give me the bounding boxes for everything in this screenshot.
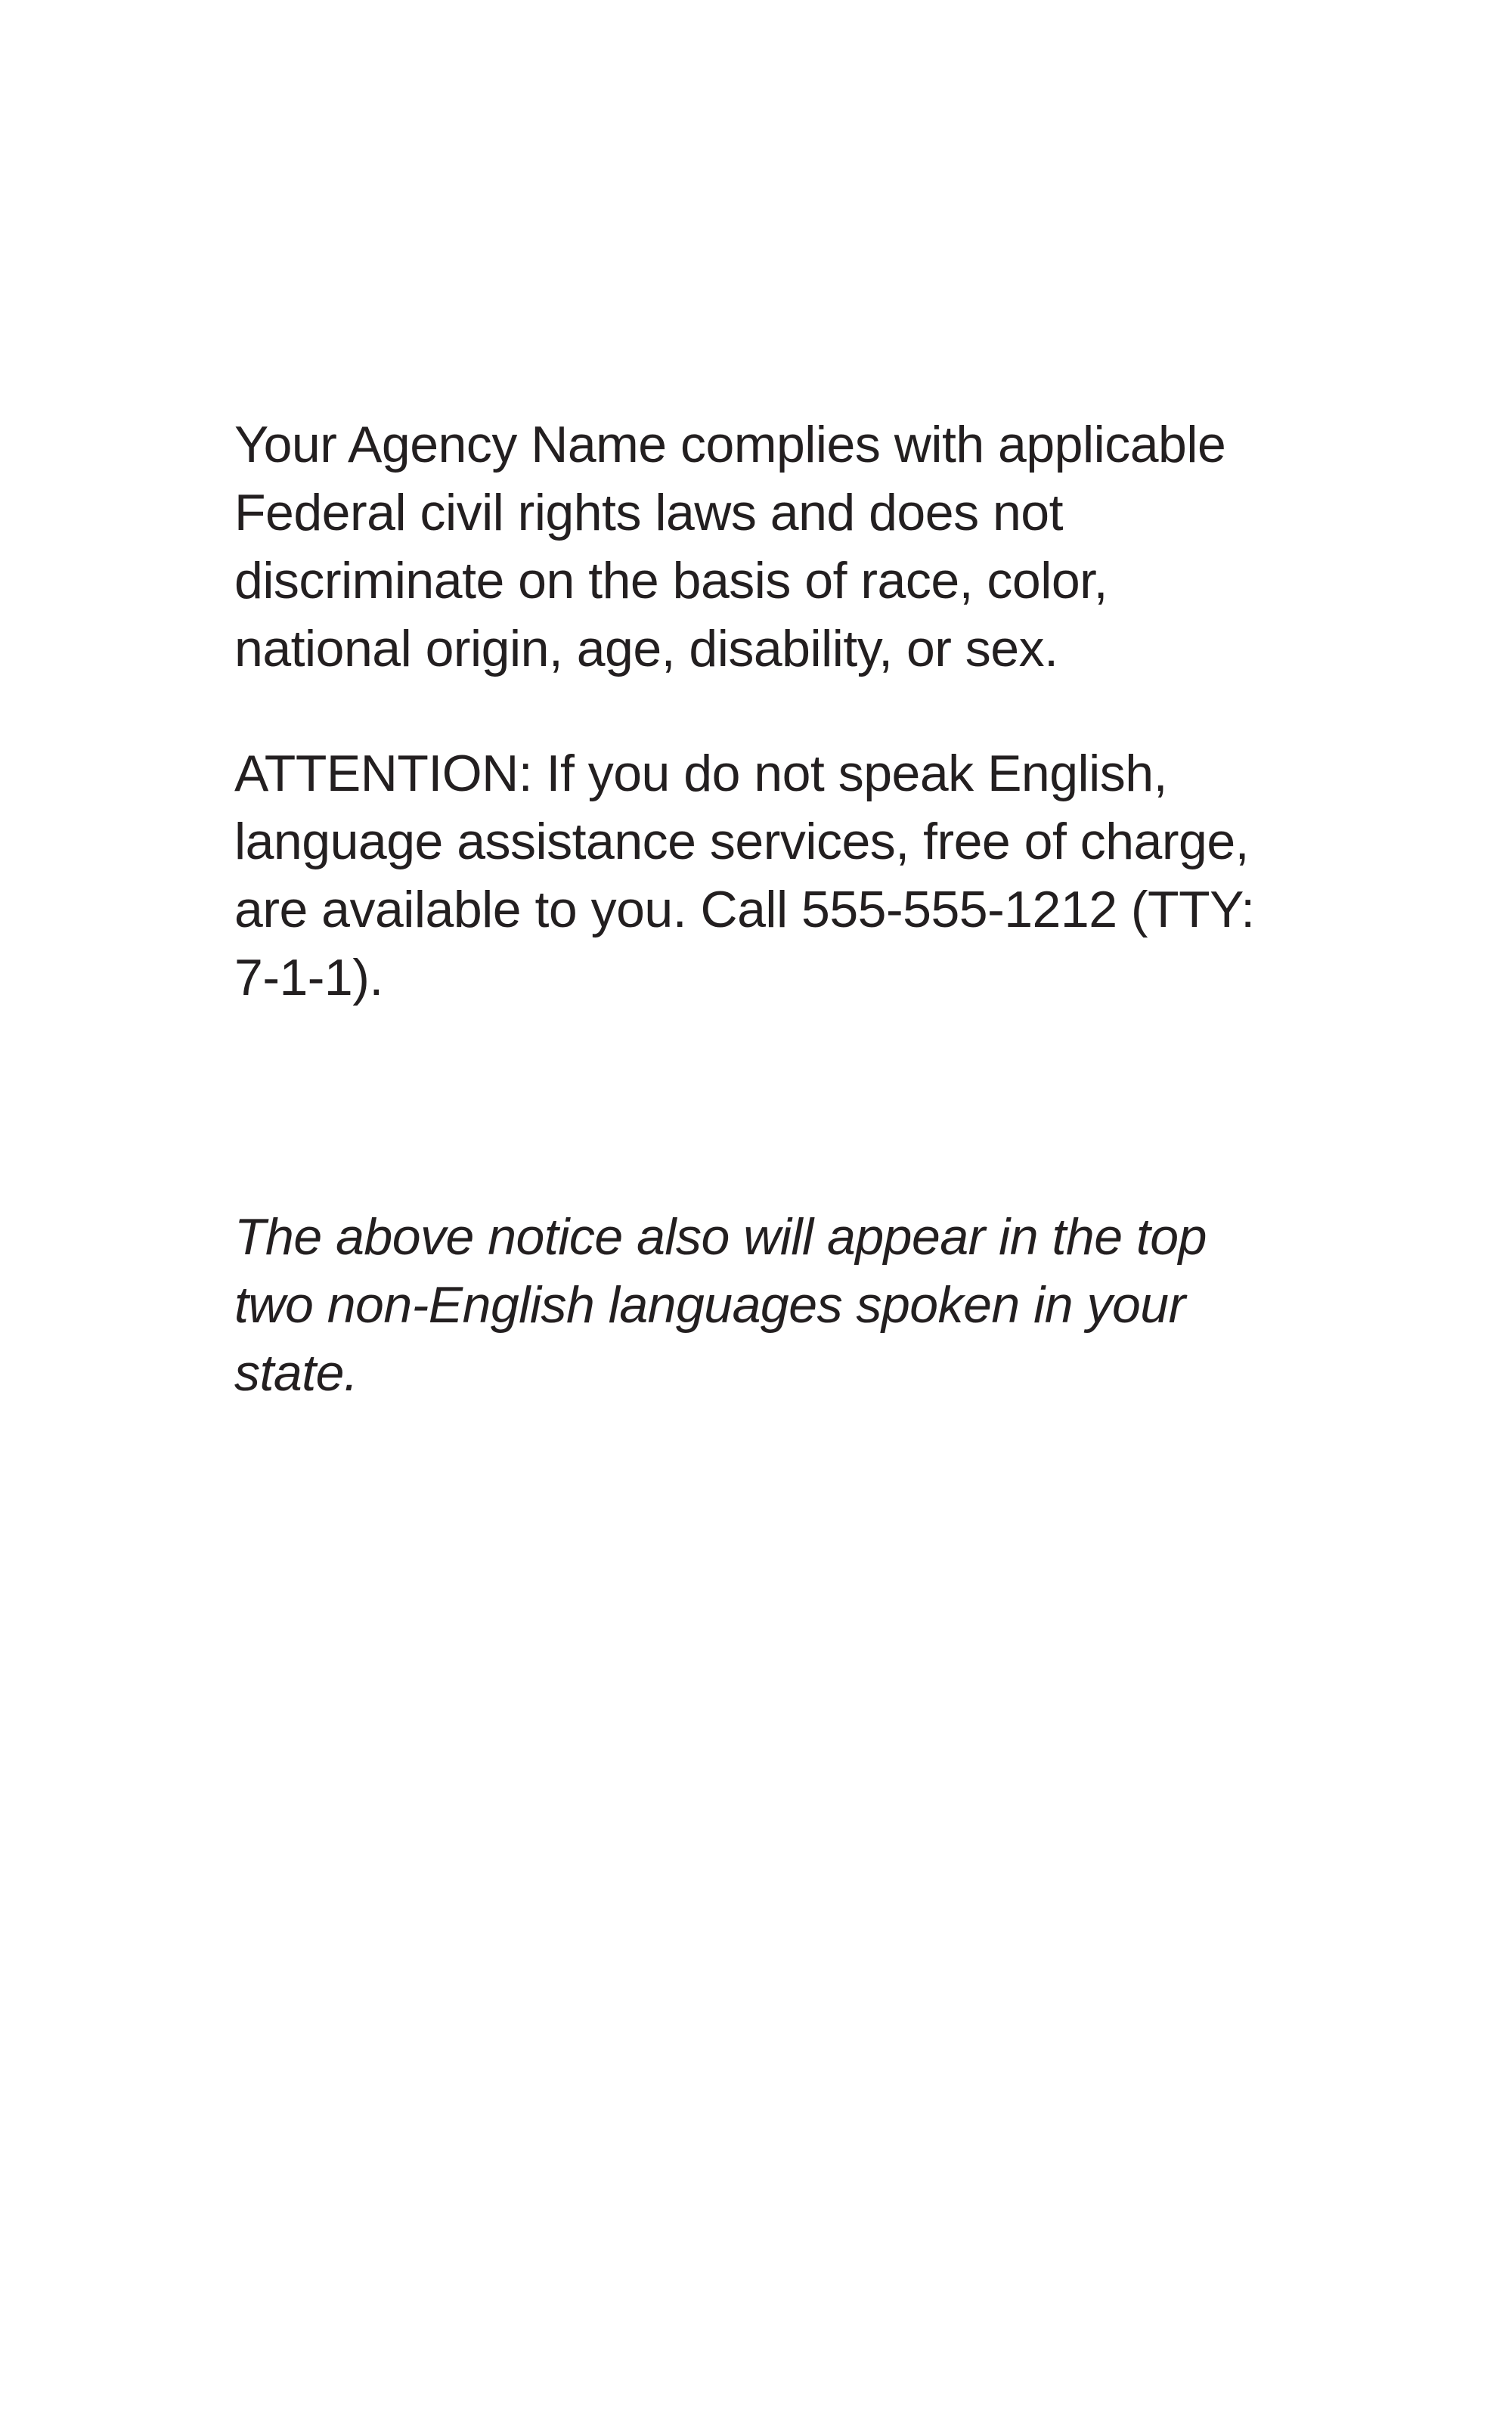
note-paragraph [234, 1203, 1207, 1407]
attention-paragraph [234, 739, 1255, 1012]
text-line: national origin, age, disability, or sex. [234, 620, 1058, 677]
text-line: 7-1-1). [234, 949, 383, 1006]
text-line: Your Agency Name complies with applicable [234, 416, 1226, 473]
text-line: discriminate on the basis of race, color, [234, 552, 1108, 609]
text-line: ATTENTION: If you do not speak English, [234, 745, 1167, 802]
text-line: two non-English languages spoken in your [234, 1276, 1185, 1334]
compliance-paragraph [234, 411, 1225, 683]
text-line: The above notice also will appear in the top [234, 1208, 1207, 1266]
text-line: are available to you. Call 555-555-1212 (TTY: [234, 881, 1255, 938]
text-line: language assistance services, free of charge, [234, 813, 1250, 870]
text-line: Federal civil rights laws and does not [234, 484, 1063, 541]
text-line: state. [234, 1344, 358, 1402]
